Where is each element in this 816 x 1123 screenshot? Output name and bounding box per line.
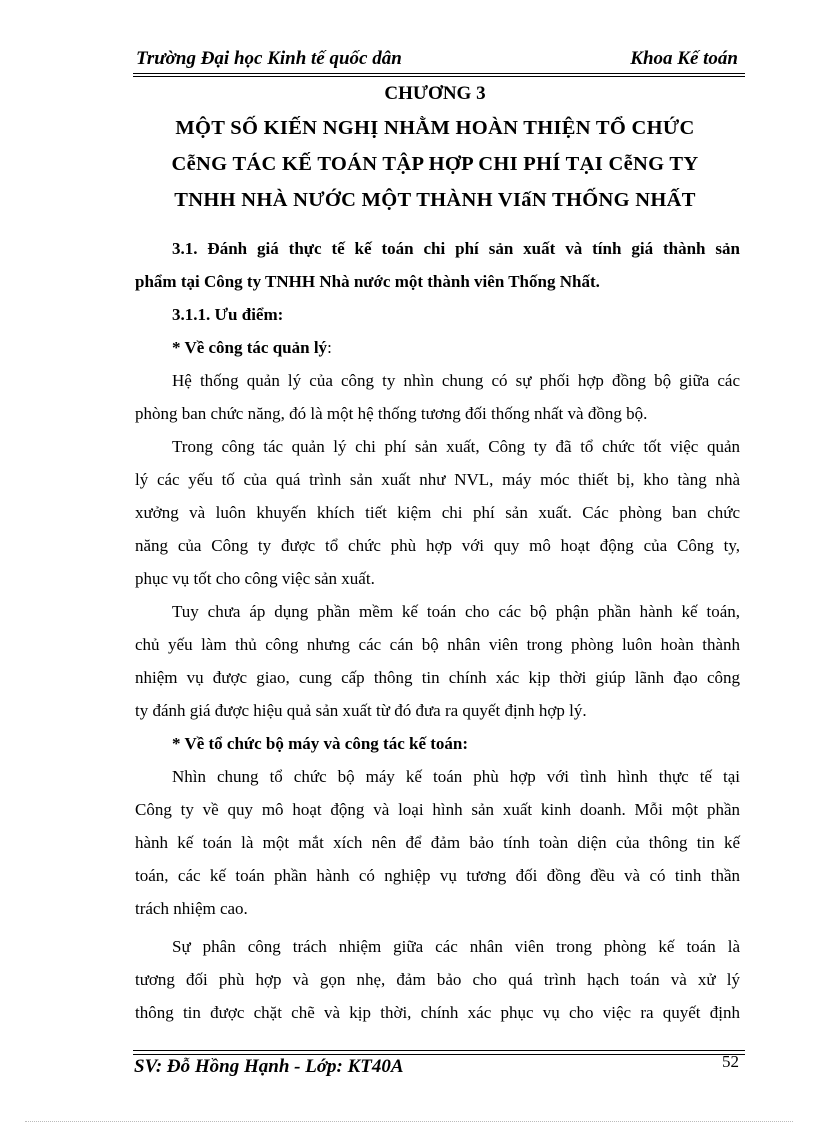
paragraph-line: tương đối phù hợp và gọn nhẹ, đảm bảo cho quá trình hạch toán và xử lý (135, 970, 740, 989)
paragraph-line: năng của Công ty được tổ chức phù hợp với quy mô hoạt động của Công ty, (135, 536, 740, 555)
paragraph-line: chủ yếu làm thủ công nhưng các cán bộ nhân viên trong phòng luôn hoàn thành (135, 635, 740, 654)
section-heading-line-2: phẩm tại Công ty TNHH Nhà nước một thành viên Thống Nhất. (135, 272, 600, 291)
paragraph-line: Trong công tác quản lý chi phí sản xuất, Công ty đã tổ chức tốt việc quản (172, 437, 740, 456)
chapter-title-line-3: TNHH NHÀ NƯỚC MỘT THÀNH VIấN THỐNG NHẤT (174, 189, 696, 211)
page-number: 52 (722, 1052, 739, 1071)
paragraph-line: lý các yếu tố của quá trình sản xuất như NVL, máy móc thiết bị, kho tàng nhà (135, 470, 740, 489)
paragraph-line: Công ty về quy mô hoạt động và loại hình sản xuất kinh doanh. Mỗi một phần (135, 800, 740, 819)
chapter-heading: CHƯƠNG 3 (384, 83, 486, 104)
paragraph-line: ty đánh giá được hiệu quả sản xuất từ đó đưa ra quyết định hợp lý. (135, 701, 587, 720)
subsection-heading: 3.1.1. Ưu điểm: (172, 305, 284, 324)
paragraph-line: nhiệm vụ được giao, cung cấp thông tin chính xác kịp thời giúp lãnh đạo công (135, 668, 740, 687)
footer-student-info: SV: Đỗ Hồng Hạnh - Lớp: KT40A (134, 1056, 404, 1077)
chapter-title-line-1: MỘT SỐ KIẾN NGHỊ NHẰM HOÀN THIỆN TỔ CHỨC (175, 117, 695, 139)
paragraph-line: Hệ thống quản lý của công ty nhìn chung có sự phối hợp đồng bộ giữa các (172, 371, 740, 390)
paragraph-line: Sự phân công trách nhiệm giữa các nhân viên trong phòng kế toán là (172, 937, 740, 956)
footer-rule-thin (133, 1054, 745, 1055)
header-rule (133, 73, 745, 74)
page-edge (25, 1121, 793, 1122)
paragraph-line: toán, các kế toán phần hành có nghiệp vụ tương đối đồng đều và có tinh thần (135, 866, 740, 885)
bullet-heading-accounting: * Về tổ chức bộ máy và công tác kế toán: (172, 734, 469, 753)
paragraph-line: Tuy chưa áp dụng phần mềm kế toán cho các bộ phận phần hành kế toán, (172, 602, 740, 621)
section-heading-line-1: 3.1. Đánh giá thực tế kế toán chi phí sản xuất và tính giá thành sản (172, 239, 740, 258)
paragraph-line: hành kế toán là một mắt xích nên để đảm bảo tính toàn diện của thông tin kế (135, 833, 740, 852)
header-department: Khoa Kế toán (630, 48, 738, 69)
paragraph-line: xưởng và luôn khuyến khích tiết kiệm chi phí sản xuất. Các phòng ban chức (135, 503, 740, 522)
paragraph-line: thông tin được chặt chẽ và kịp thời, chính xác phục vụ cho việc ra quyết định (135, 1003, 740, 1022)
paragraph-line: phục vụ tốt cho công việc sản xuất. (135, 569, 375, 588)
header-rule-thin (133, 76, 745, 77)
paragraph-line: phòng ban chức năng, đó là một hệ thống tương đối thống nhất và đồng bộ. (135, 404, 648, 423)
bullet-heading-management: * Về công tác quản lý: (172, 338, 332, 357)
paragraph-line: trách nhiệm cao. (135, 899, 248, 918)
header-university: Trường Đại học Kinh tế quốc dân (136, 48, 402, 69)
footer-rule (133, 1050, 745, 1051)
paragraph-line: Nhìn chung tổ chức bộ máy kế toán phù hợp với tình hình thực tế tại (172, 767, 740, 786)
running-header (133, 48, 743, 72)
chapter-title-line-2: CễNG TÁC KẾ TOÁN TẬP HỢP CHI PHÍ TẠI CễNG TY (171, 153, 699, 175)
